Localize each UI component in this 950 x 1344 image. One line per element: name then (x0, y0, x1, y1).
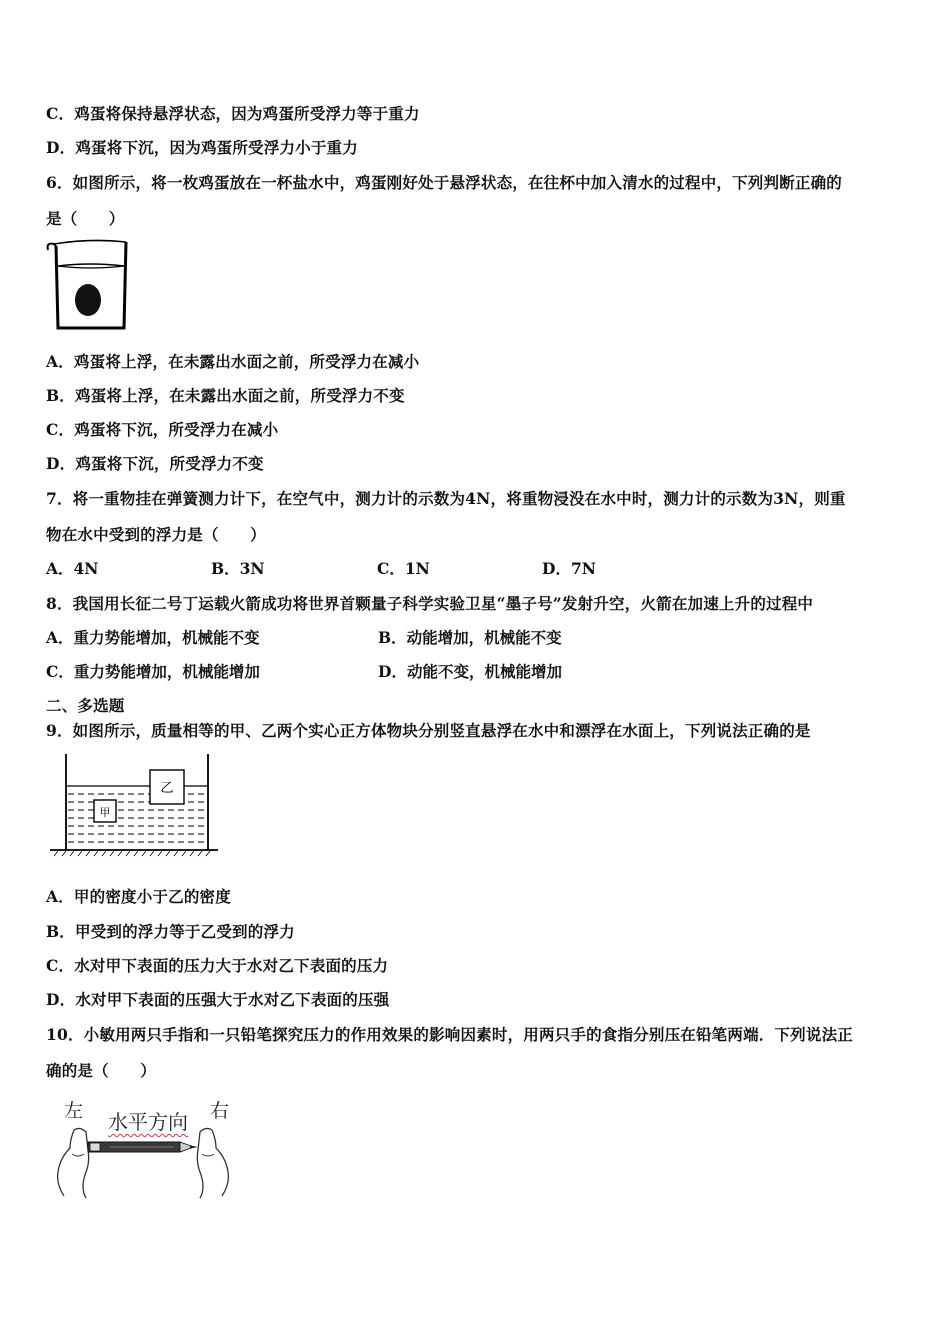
block-jia-label: 甲 (99, 806, 111, 819)
q8-stem: 8．我国用长征二号丁运载火箭成功将世界首颗量子科学实验卫星“墨子号”发射升空，火箭在加速上升的过程中 (46, 594, 814, 613)
q9-option-a: A．甲的密度小于乙的密度 (46, 887, 231, 906)
q6-option-b: B．鸡蛋将上浮，在未露出水面之前，所受浮力不变 (46, 386, 405, 405)
fingers-pencil-drawing (50, 1092, 240, 1204)
label-left: 左 (64, 1100, 84, 1122)
q9-option-b: B．甲受到的浮力等于乙受到的浮力 (46, 922, 295, 941)
q6-stem-line2: 是（ ） (46, 209, 125, 228)
q9-option-c: C．水对甲下表面的压力大于水对乙下表面的压力 (46, 956, 389, 975)
q5-option-d: D．鸡蛋将下沉，因为鸡蛋所受浮力小于重力 (46, 138, 358, 157)
q7-option-c: C．1N (377, 559, 430, 578)
q6-stem-line1: 6．如图所示，将一枚鸡蛋放在一杯盐水中，鸡蛋刚好处于悬浮状态，在往杯中加入清水的过程中，下列判断正确的 (46, 173, 842, 192)
q5-option-c: C．鸡蛋将保持悬浮状态，因为鸡蛋所受浮力等于重力 (46, 104, 420, 123)
section-title-multiple-choice: 二、多选题 (46, 696, 125, 715)
q8-option-d: D．动能不变，机械能增加 (378, 662, 562, 681)
q7-option-d: D．7N (542, 559, 596, 578)
q8-option-c: C．重力势能增加，机械能增加 (46, 662, 260, 681)
q9-option-d: D．水对甲下表面的压强大于水对乙下表面的压强 (46, 990, 390, 1009)
q6-option-a: A．鸡蛋将上浮，在未露出水面之前，所受浮力在减小 (46, 352, 420, 371)
tank-blocks-figure (48, 752, 220, 858)
fingers-pencil-figure (50, 1092, 240, 1204)
q8-option-a: A．重力势能增加，机械能不变 (46, 628, 260, 647)
q6-option-d: D．鸡蛋将下沉，所受浮力不变 (46, 454, 264, 473)
block-yi-label: 乙 (160, 781, 174, 796)
label-right: 右 (210, 1100, 230, 1122)
q7-option-b: B．3N (211, 559, 265, 578)
label-horizontal-direction: 水平方向 (108, 1110, 188, 1134)
q7-stem-line2: 物在水中受到的浮力是（ ） (46, 525, 266, 544)
egg-shape (75, 284, 101, 316)
beaker-egg-figure (44, 236, 132, 336)
q10-stem-line2: 确的是（ ） (46, 1061, 156, 1080)
q7-stem-line1: 7．将一重物挂在弹簧测力计下，在空气中，测力计的示数为4N，将重物浸没在水中时，测力计的示数为3N，则重 (46, 489, 846, 508)
q6-option-c: C．鸡蛋将下沉，所受浮力在减小 (46, 420, 279, 439)
q10-stem-line1: 10．小敏用两只手指和一只铅笔探究压力的作用效果的影响因素时，用两只手的食指分别压在铅笔两端．下列说法正 (46, 1025, 853, 1044)
q7-option-a: A．4N (46, 559, 99, 578)
q9-stem: 9．如图所示，质量相等的甲、乙两个实心正方体物块分别竖直悬浮在水中和漂浮在水面上，下列说法正确的是 (46, 721, 811, 740)
q8-option-b: B．动能增加，机械能不变 (378, 628, 562, 647)
